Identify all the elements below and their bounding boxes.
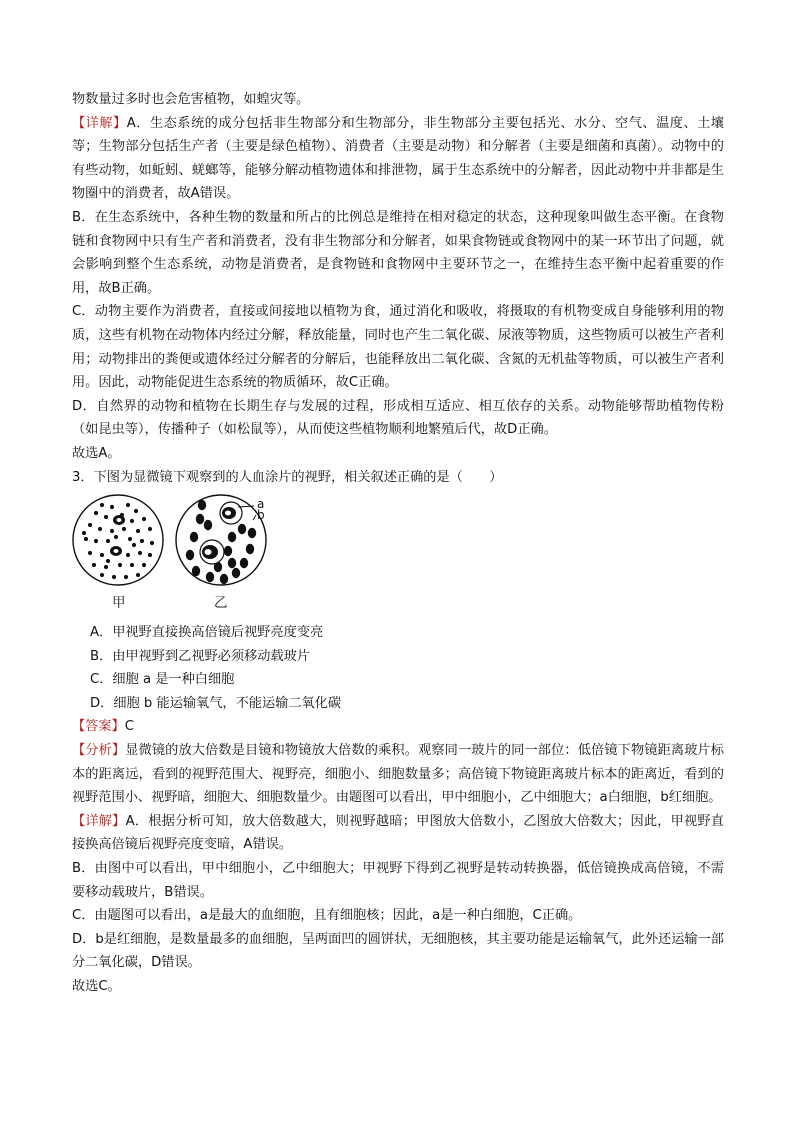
red-blood-cell-dot (198, 500, 206, 510)
label-jia: 甲 (112, 595, 126, 612)
red-blood-cell-dot (94, 511, 98, 515)
red-blood-cell-dot (142, 563, 146, 567)
answer-line (72, 715, 724, 739)
red-blood-cell-dot (98, 527, 102, 531)
option-d: D．细胞 b 能运输氧气，不能运输二氧化碳 (90, 695, 342, 711)
red-blood-cell-dot (192, 566, 200, 576)
red-blood-cell-dot (118, 563, 122, 567)
red-blood-cell-dot (220, 574, 228, 584)
red-blood-cell-dot (132, 543, 136, 547)
detail2-d: D．b是红细胞，是数量最多的血细胞，呈两面凹的圆饼状，无细胞核，其主要功能是运输氧气，此外还运输一部分二氧化碳，D错误。 (72, 931, 724, 971)
label-b: b (257, 508, 265, 523)
option-b: B．由甲视野到乙视野必须移动载玻片 (90, 648, 311, 664)
red-blood-cell-dot (110, 529, 114, 533)
red-blood-cell-dot (206, 572, 214, 582)
red-blood-cell-dot (138, 551, 142, 555)
red-blood-cell-dot (100, 503, 104, 507)
red-blood-cell-dot (248, 528, 256, 538)
red-blood-cell-dot (228, 558, 236, 568)
red-blood-cell-dot (104, 565, 108, 569)
red-blood-cell-dot (88, 523, 92, 527)
detail2-b: B．由图中可以看出，甲中细胞小，乙中细胞大；甲视野下得到乙视野是转动转换器，低倍镜换成高倍镜，不需要移动载玻片，B错误。 (72, 861, 724, 900)
red-blood-cell-dot (82, 531, 86, 535)
red-blood-cell-dot (104, 515, 108, 519)
red-blood-cell-dot (92, 563, 96, 567)
red-blood-cell-dot (224, 546, 232, 556)
red-blood-cell-dot (124, 575, 128, 579)
red-blood-cell-dot (186, 550, 194, 560)
intro-line: 物数量过多时也会危害植物，如蝗灾等。 (72, 92, 310, 107)
red-blood-cell-dot (128, 537, 132, 541)
detail1-c: C．动物主要作为消费者，直接或间接地以植物为食，通过消化和吸收，将摄取的有机物变成自身能够利用的物质，这些有机物在动物体内经过分解，释放能量，同时也产生二氧化碳、尿液等物质，这些物质可以被生产者利用；动物排出的粪便或遗体经过分解者的分解后，也能释放出二氧化碳、含氮的无机盐等物质，可以被生产者利用。因此，动物能促进生态系统的物质循环，故C正确。 (72, 304, 724, 391)
red-blood-cell-dot (88, 551, 92, 555)
red-blood-cell-dot (150, 541, 154, 545)
label-yi: 乙 (214, 595, 228, 612)
question3-stem: 3．下图为显微镜下观察到的人血涂片的视野，相关叙述正确的是（ ） (72, 469, 503, 485)
red-blood-cell-dot (114, 535, 118, 539)
detail1-tag: 【详解】 (72, 115, 127, 131)
red-blood-cell-dot (136, 529, 140, 533)
red-blood-cell-dot (134, 509, 138, 513)
red-blood-cell-dot (232, 568, 240, 578)
answer-text: C (124, 719, 134, 735)
analysis-paragraph (72, 739, 724, 810)
option-c: C．细胞 a 是一种白细胞 (90, 672, 235, 688)
option-a: A．甲视野直接换高倍镜后视野亮度变亮 (90, 625, 324, 641)
field-jia (73, 495, 163, 585)
red-blood-cell-dot (142, 517, 146, 521)
red-blood-cell-dot (228, 532, 236, 542)
detail2-a (72, 810, 724, 857)
field-yi (176, 495, 266, 585)
detail1-b: B．在生态系统中，各种生物的数量和所占的比例总是维持在相对稳定的状态，这种现象叫做生态平衡。在食物链和食物网中只有生产者和消费者，没有非生物部分和分解者，如果食物链或食物网中的某一环节出了问题，就会影响到整个生态系统，动物是消费者，是食物链和食物网中主要环节之一，在维持生态平衡中起着重要的作用，故B正确。 (72, 209, 724, 296)
red-blood-cell-dot (140, 539, 144, 543)
detail2-a-text: A．根据分析可知，放大倍数越大，则视野越暗；甲图放大倍数小，乙图放大倍数大；因此，甲视野直接换高倍镜后视野亮度变暗，A错误。 (72, 813, 724, 853)
detail2-c: C．由题图可以看出，a是最大的血细胞，且有细胞核；因此，a是一种白细胞，C正确。 (72, 908, 582, 924)
analysis-tag: 【分析】 (72, 743, 126, 759)
red-blood-cell-dot (136, 573, 140, 577)
detail2-tag: 【详解】 (72, 813, 126, 829)
red-blood-cell-dot (246, 544, 254, 554)
red-blood-cell-dot (196, 514, 204, 524)
red-blood-cell-dot (110, 505, 114, 509)
detail1-d: D．自然界的动物和植物在长期生存与发展的过程，形成相互适应、相互依存的关系。动物能够帮助植物传粉（如昆虫等），传播种子（如松鼠等），从而使这些植物顺利地繁殖后代，故D正确。 (72, 398, 724, 438)
red-blood-cell-dot (94, 539, 98, 543)
red-blood-cell-dot (130, 519, 134, 523)
answer-tag: 【答案】 (72, 719, 125, 735)
red-blood-cell-dot (126, 553, 130, 557)
red-blood-cell-dot (112, 575, 116, 579)
red-blood-cell-dot (100, 553, 104, 557)
red-blood-cell-dot (204, 520, 212, 530)
red-blood-cell-dot (148, 527, 152, 531)
red-blood-cell-dot (240, 558, 248, 568)
detail1-conclusion: 故选A。 (72, 445, 121, 461)
red-blood-cell-dot (190, 532, 198, 542)
label-a: a (257, 497, 265, 512)
red-blood-cell-dot (106, 559, 110, 563)
analysis-text: 显微镜的放大倍数是目镜和物镜放大倍数的乘积。观察同一玻片的同一部位：低倍镜下物镜距离玻片标本的距离远，看到的视野范围大、视野亮，细胞小、细胞数量多；高倍镜下物镜距离玻片标本的距离近，看到的视野范围小、视野暗，细胞大、细胞数量少。由题图可以看出，甲中细胞小，乙中细胞大；a白细胞，b红细胞。 (72, 743, 724, 806)
microscope-figure (72, 493, 724, 619)
detail1-a-text: A．生态系统的成分包括非生物部分和生物部分，非生物部分主要包括光、水分、空气、温度、土壤等；生物部分包括生产者（主要是绿色植物）、消费者（主要是动物）和分解者（主要是细菌和真菌）。动物中的有些动物，如蚯蚓、蜣螂等，能够分解动植物遗体和排泄物，属于生态系统中的分解者，因此动物中并非都是生物圈中的消费者，故A错误。 (72, 115, 724, 202)
red-blood-cell-dot (100, 573, 104, 577)
red-blood-cell-dot (126, 503, 130, 507)
blood-smear-diagram (72, 493, 282, 619)
red-blood-cell-dot (238, 524, 246, 534)
document-page (72, 88, 724, 999)
detail2-conclusion: 故选C。 (72, 979, 121, 994)
red-blood-cell-dot (84, 537, 88, 541)
red-blood-cell-dot (122, 527, 126, 531)
red-blood-cell-dot (130, 563, 134, 567)
red-blood-cell-dot (148, 553, 152, 557)
detail1-a (72, 112, 724, 206)
red-blood-cell-dot (106, 539, 110, 543)
